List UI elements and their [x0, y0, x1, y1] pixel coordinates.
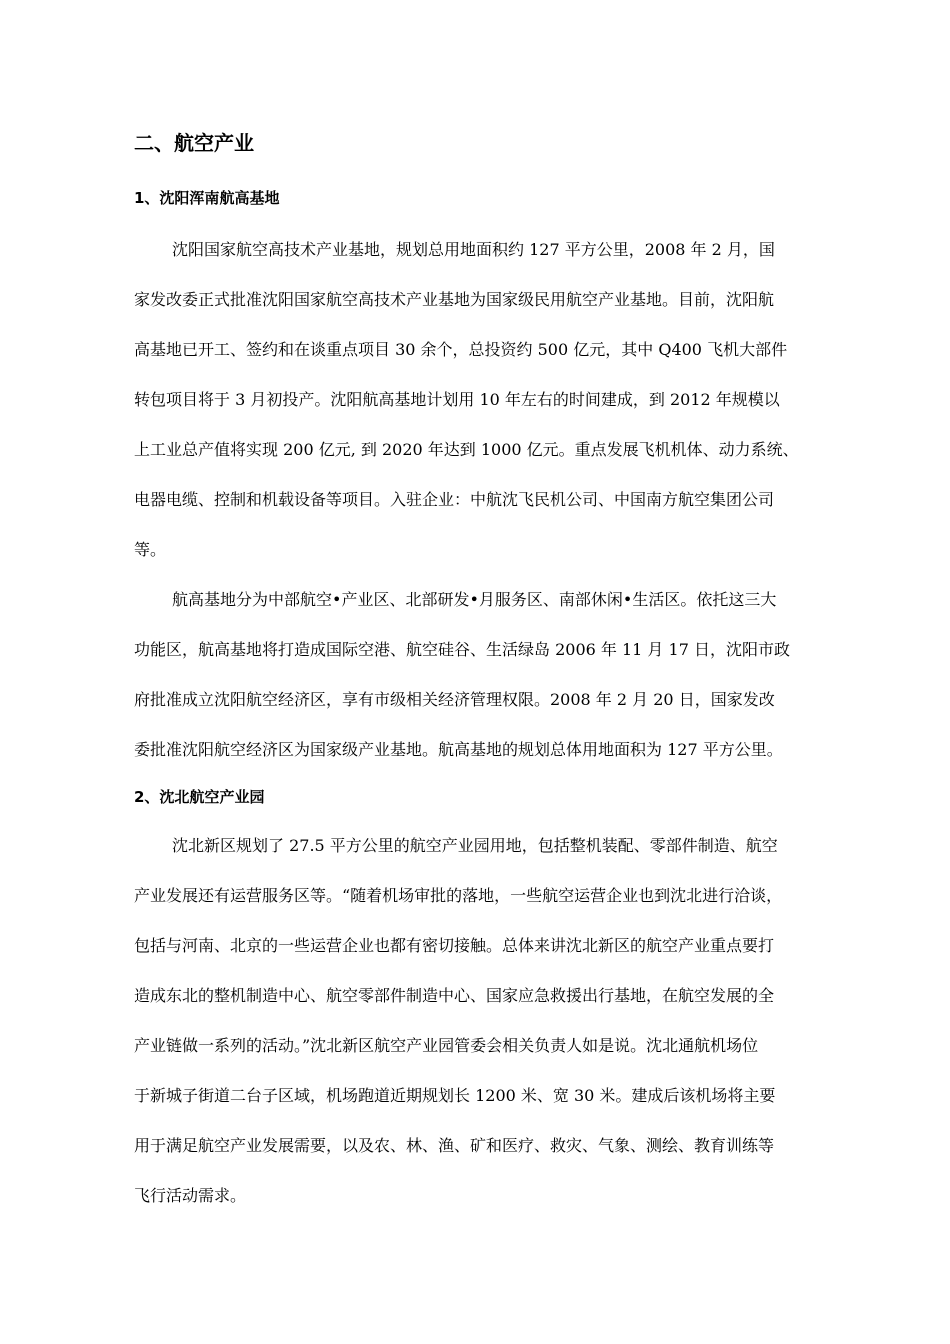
paragraph-line: 产业发展还有运营服务区等。“随着机场审批的落地，一些航空运营企业也到沈北进行洽谈，: [134, 886, 783, 905]
paragraph-line: 沈北新区规划了 27.5 平方公里的航空产业园用地，包括整机装配、零部件制造、航空: [172, 836, 778, 855]
section-heading-1: 1、沈阳浑南航高基地: [134, 189, 280, 207]
paragraph-line: 航高基地分为中部航空•产业区、北部研发•月服务区、南部休闲•生活区。依托这三大: [172, 590, 777, 609]
page-title: 二、航空产业: [134, 131, 254, 155]
paragraph-line: 产业链做一系列的活动。”沈北新区航空产业园管委会相关负责人如是说。沈北通航机场位: [134, 1036, 759, 1055]
paragraph-line: 上工业总产值将实现 200 亿元, 到 2020 年达到 1000 亿元。重点发展飞机机体、动力系统、: [134, 440, 799, 459]
paragraph-line: 家发改委正式批准沈阳国家航空高技术产业基地为国家级民用航空产业基地。目前，沈阳航: [134, 290, 775, 309]
paragraph-line: 转包项目将于 3 月初投产。沈阳航高基地计划用 10 年左右的时间建成，到 2012 年规模以: [134, 390, 780, 409]
paragraph-line: 电器电缆、控制和机载设备等项目。入驻企业：中航沈飞民机公司、中国南方航空集团公司: [134, 490, 775, 509]
paragraph-line: 用于满足航空产业发展需要，以及农、林、渔、矿和医疗、救灾、气象、测绘、教育训练等: [134, 1136, 775, 1155]
section-heading-2: 2、沈北航空产业园: [134, 788, 265, 806]
paragraph-line: 于新城子街道二台子区域，机场跑道近期规划长 1200 米、宽 30 米。建成后该机场将主要: [134, 1086, 776, 1105]
paragraph-2: [134, 588, 834, 788]
paragraph-line: 委批准沈阳航空经济区为国家级产业基地。航高基地的规划总体用地面积为 127 平方公里。: [134, 740, 783, 759]
paragraph-line: 功能区，航高基地将打造成国际空港、航空硅谷、生活绿岛 2006 年 11 月 17 日，沈阳市政: [134, 640, 790, 659]
paragraph-3: [134, 834, 834, 1234]
paragraph-line: 高基地已开工、签约和在谈重点项目 30 余个，总投资约 500 亿元，其中 Q400 飞机大部件: [134, 340, 788, 359]
paragraph-line: 飞行活动需求。: [134, 1186, 247, 1205]
paragraph-line: 等。: [134, 540, 167, 559]
paragraph-line: 造成东北的整机制造中心、航空零部件制造中心、国家应急救援出行基地，在航空发展的全: [134, 986, 775, 1005]
paragraph-1: [134, 238, 834, 588]
paragraph-line: 府批准成立沈阳航空经济区，享有市级相关经济管理权限。2008 年 2 月 20 日，国家发改: [134, 690, 775, 709]
paragraph-line: 沈阳国家航空高技术产业基地，规划总用地面积约 127 平方公里，2008 年 2 月，国: [172, 240, 775, 259]
paragraph-line: 包括与河南、北京的一些运营企业也都有密切接触。总体来讲沈北新区的航空产业重点要打: [134, 936, 775, 955]
